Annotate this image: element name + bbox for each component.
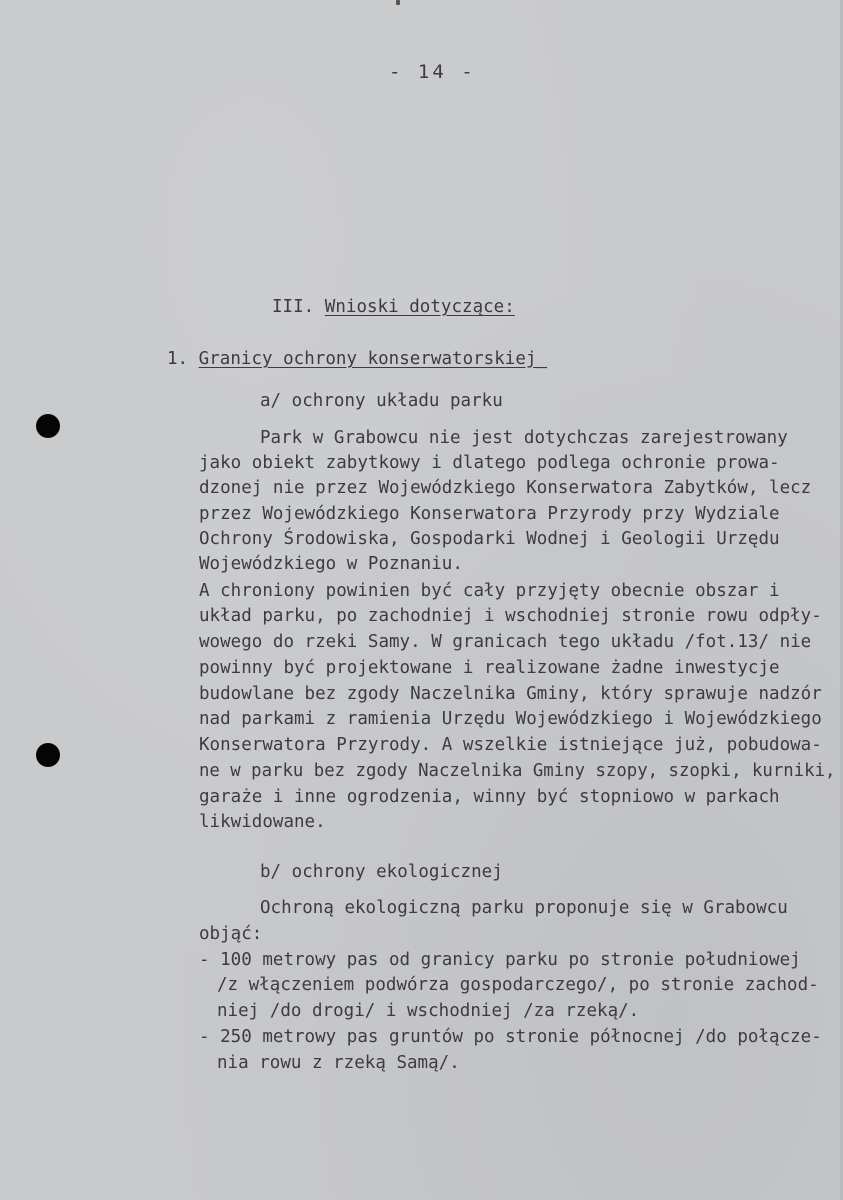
punch-hole-bottom: [36, 743, 60, 767]
paragraph-line: Park w Grabowcu nie jest dotychczas zarejestrowany: [260, 428, 788, 448]
paragraph-line: układ parku, po zachodniej i wschodniej stronie rowu odpły-: [199, 606, 822, 626]
list-item-continuation: nia rowu z rzeką Samą/.: [217, 1053, 460, 1073]
paragraph-line: A chroniony powinien być cały przyjęty obecnie obszar i: [199, 581, 780, 601]
paragraph-line: garaże i inne ogrodzenia, winny być stopniowo w parkach: [199, 787, 780, 807]
list-item-continuation: niej /do drogi/ i wschodniej /za rzeką/.: [217, 1001, 640, 1021]
item-heading: [167, 349, 547, 369]
paragraph-line: Ochroną ekologiczną parku proponuje się w Grabowcu: [260, 898, 788, 918]
item-number: 1.: [167, 349, 199, 369]
ink-speck: [396, 0, 400, 5]
list-item: - 250 metrowy pas gruntów po stronie północnej /do połącze-: [199, 1027, 822, 1047]
paragraph-line: Ochrony Środowiska, Gospodarki Wodnej i Geologii Urzędu: [199, 529, 780, 549]
section-heading: [272, 297, 515, 317]
subsection-b-heading: b/ ochrony ekologicznej: [260, 862, 503, 882]
paragraph-line: dzonej nie przez Wojewódzkiego Konserwatora Zabytków, lecz: [199, 478, 812, 498]
section-title: Wnioski dotyczące:: [324, 297, 515, 317]
page-number: - 14 -: [389, 61, 476, 83]
paragraph-line: wowego do rzeki Samy. W granicach tego układu /fot.13/ nie: [199, 632, 812, 652]
paragraph-line: Konserwatora Przyrody. A wszelkie istniejące już, pobudowa-: [199, 735, 822, 755]
list-item: - 100 metrowy pas od granicy parku po stronie południowej: [199, 950, 801, 970]
paragraph-line: budowlane bez zgody Naczelnika Gminy, który sprawuje nadzór: [199, 684, 822, 704]
paragraph-line: powinny być projektowane i realizowane żadne inwestycje: [199, 658, 780, 678]
paragraph-line: likwidowane.: [199, 812, 326, 832]
paragraph-line: ne w parku bez zgody Naczelnika Gminy szopy, szopki, kurniki,: [199, 761, 836, 781]
paragraph-line: objąć:: [199, 924, 263, 944]
paragraph-line: Wojewódzkiego w Poznaniu.: [199, 554, 463, 574]
paragraph-line: jako obiekt zabytkowy i dlatego podlega ochronie prowa-: [199, 453, 780, 473]
paragraph-line: nad parkami z ramienia Urzędu Wojewódzkiego i Wojewódzkiego: [199, 709, 822, 729]
paragraph-line: przez Wojewódzkiego Konserwatora Przyrody przy Wydziale: [199, 504, 780, 524]
section-numeral: III.: [272, 297, 325, 317]
item-title: Granicy ochrony konserwatorskiej_: [198, 349, 548, 369]
list-item-continuation: /z włączeniem podwórza gospodarczego/, po stronie zachod-: [217, 975, 819, 995]
punch-hole-top: [36, 414, 60, 438]
subsection-a-heading: a/ ochrony układu parku: [260, 391, 503, 411]
